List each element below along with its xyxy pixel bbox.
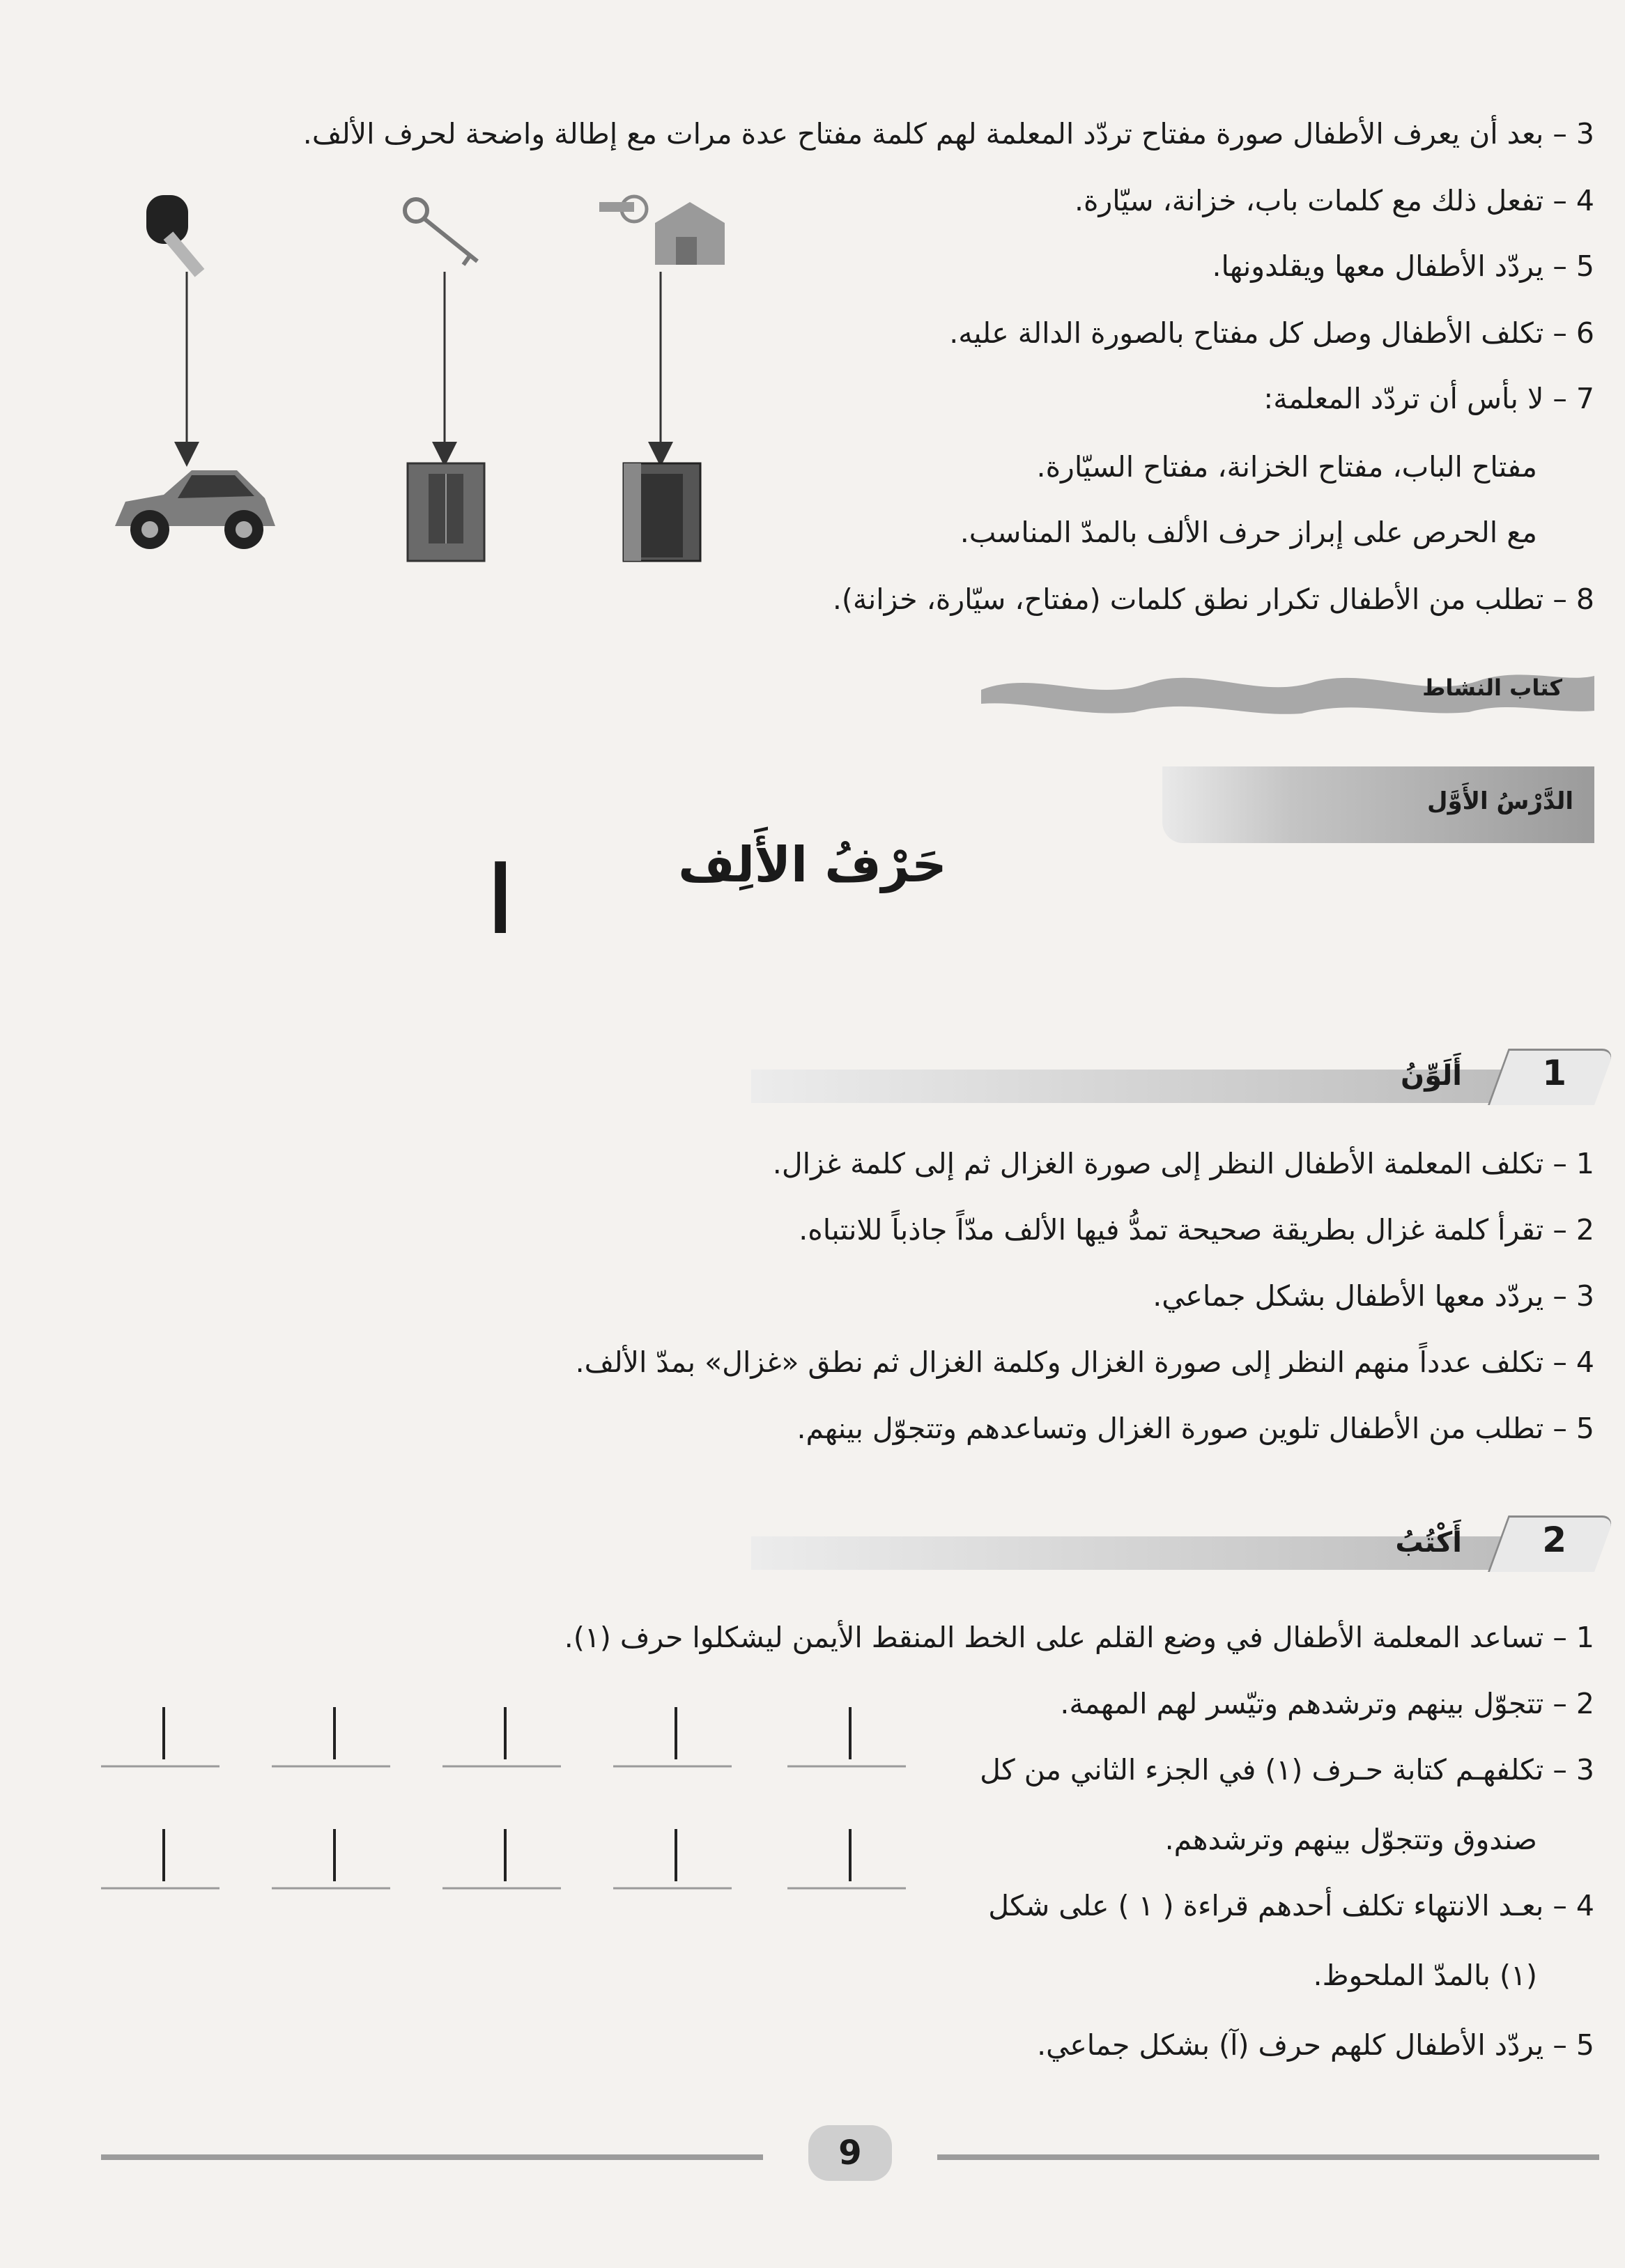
section-1-header <box>751 1049 1594 1106</box>
intro-line-7-example: مفتاح الباب، مفتاح الخزانة، مفتاح السيّارة. <box>1036 450 1537 484</box>
activity-book-label: كتاب النشاط <box>1422 674 1562 701</box>
section-1-line-4: 4 – تكلف عدداً منهم النظر إلى صورة الغزال وكلمة الغزال ثم نطق «غزال» بمدّ الألف. <box>575 1345 1594 1379</box>
section-1-bar <box>751 1070 1594 1103</box>
lesson-tag <box>1162 766 1594 843</box>
intro-line-3: 3 – بعد أن يعرف الأطفال صورة مفتاح تردّد المعلمة لهم كلمة مفتاح عدة مرات مع إطالة واضحة لحرف الألف. <box>302 117 1594 151</box>
car-key-icon <box>139 188 230 286</box>
car-icon <box>108 460 282 557</box>
section-2-number: 2 <box>1542 1520 1566 1560</box>
section-2-line-3: 3 – تكلفهـم كتابة حـرف (١) في الجزء الثاني من كل <box>980 1753 1594 1787</box>
page-number: 9 <box>808 2125 892 2181</box>
intro-line-6: 6 – تكلف الأطفال وصل كل مفتاح بالصورة الدالة عليه. <box>949 316 1594 350</box>
section-2-line-3-cont: صندوق وتتجوّل بينهم وترشدهم. <box>1164 1823 1537 1856</box>
intro-line-7: 7 – لا بأس أن تردّد المعلمة: <box>1263 382 1594 415</box>
lesson-label: الدَّرْسُ الأَوَّل <box>1427 787 1573 815</box>
section-2-header <box>751 1515 1594 1573</box>
intro-line-5: 5 – يردّد الأطفال معها ويقلدونها. <box>1212 249 1594 283</box>
matching-arrows <box>139 272 697 474</box>
section-2-bar <box>751 1536 1594 1570</box>
section-1-line-3: 3 – يردّد معها الأطفال بشكل جماعي. <box>1153 1279 1594 1313</box>
wardrobe-icon <box>404 460 488 564</box>
section-1-line-1: 1 – تكلف المعلمة الأطفال النظر إلى صورة الغزال ثم إلى كلمة غزال. <box>772 1147 1594 1180</box>
section-1-title: أَلَوِّنُ <box>1401 1060 1462 1092</box>
intro-line-8: 8 – تطلب من الأطفال تكرار نطق كلمات (مفتاح، سيّارة، خزانة). <box>832 583 1594 616</box>
lesson-letter: ا <box>488 847 514 953</box>
section-2-line-5: 5 – يردّد الأطفال كلهم حرف (آ) بشكل جماعي. <box>1037 2028 1594 2062</box>
section-2-line-2: 2 – تتجوّل بينهم وترشدهم وتيّسر لهم المهمة. <box>1060 1687 1594 1720</box>
section-1-number: 1 <box>1542 1053 1566 1093</box>
section-2-line-4: 4 – بعـد الانتهاء تكلف أحدهم قراءة ( ١ ) على شكل <box>988 1889 1594 1922</box>
door-icon <box>620 460 704 564</box>
section-2-title: أَكْتُبُ <box>1395 1527 1462 1559</box>
footer-rule-left <box>101 2154 763 2160</box>
skeleton-key-icon <box>401 195 491 272</box>
footer-rule-right <box>937 2154 1599 2160</box>
section-2-line-1: 1 – تساعد المعلمة الأطفال في وضع القلم على الخط المنقط الأيمن ليشكلوا حرف (١). <box>564 1621 1594 1654</box>
lesson-title: حَرْفُ الأَلِف <box>678 836 947 893</box>
intro-line-4: 4 – تفعل ذلك مع كلمات باب، خزانة، سيّارة. <box>1074 184 1594 217</box>
house-keychain-icon <box>592 188 732 279</box>
section-2-line-4-cont: (١) بالمدّ الملحوظ. <box>1313 1959 1537 1992</box>
intro-line-7-note: مع الحرص على إبراز حرف الألف بالمدّ المناسب. <box>960 516 1537 549</box>
writing-practice-grid <box>101 1693 923 1902</box>
section-1-line-2: 2 – تقرأ كلمة غزال بطريقة صحيحة تمدُّ فيها الألف مدّاً جاذباً للانتباه. <box>799 1213 1594 1247</box>
section-1-line-5: 5 – تطلب من الأطفال تلوين صورة الغزال وتساعدهم وتتجوّل بينهم. <box>796 1412 1594 1445</box>
